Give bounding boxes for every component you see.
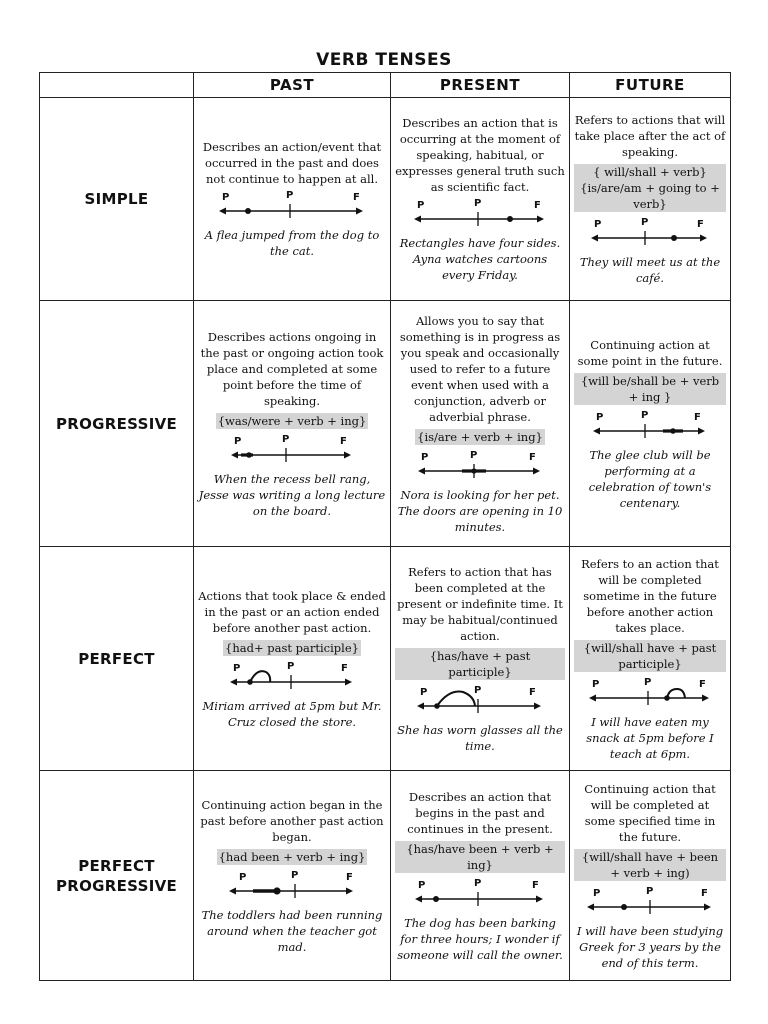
timeline-event-dot (247, 679, 253, 685)
timeline-left-arrow (414, 216, 421, 223)
tense-description: Actions that took place & ended in the past or an action ended before another past action. (198, 588, 386, 635)
cell-simple-future (570, 98, 731, 301)
timeline-left-arrow (587, 903, 594, 910)
timeline-diagram (591, 218, 709, 248)
table-row-simple (40, 98, 731, 301)
timeline-diagram (219, 191, 365, 221)
tense-description: Continuing action at some point in the future. (577, 337, 723, 368)
timeline-past-label: P (596, 411, 604, 423)
tense-example: Rectangles have four sides. Ayna watches cartoons every Friday. (399, 236, 561, 282)
timeline-right-arrow (345, 678, 352, 685)
tense-formula: {has/have + past participle} (395, 648, 565, 680)
table-row-progressive (40, 301, 731, 547)
row-label-perfect: PERFECT (40, 547, 194, 771)
timeline-right-arrow (344, 451, 351, 458)
timeline-past-label: P (233, 662, 241, 674)
timeline-present-label: P (474, 198, 482, 209)
cell-perfect-past (194, 547, 391, 771)
cell-perfect-present (391, 547, 570, 771)
timeline-right-arrow (700, 235, 707, 242)
timeline-left-arrow (231, 451, 238, 458)
column-header-future: FUTURE (570, 73, 731, 98)
timeline-future-label: F (529, 686, 536, 698)
timeline-left-arrow (417, 702, 424, 709)
timeline-right-arrow (698, 427, 705, 434)
timeline-present-label: P (474, 877, 482, 889)
timeline-right-arrow (356, 208, 363, 215)
tense-description: Continuing action that will be completed at some specified time in the future. (584, 781, 716, 844)
cell-progressive-past (194, 301, 391, 547)
timeline-diagram (587, 887, 713, 917)
row-label-line: PROGRESSIVE (55, 876, 178, 895)
tense-example: The toddlers had been running around when the teacher got mad. (201, 907, 383, 954)
timeline-present-label: P (287, 660, 295, 672)
timeline-right-arrow (704, 903, 711, 910)
tense-description: Refers to an action that will be completed sometime in the future before another action takes place. (581, 556, 719, 635)
timeline-future-label: F (532, 879, 539, 891)
timeline-diagram (415, 879, 545, 909)
tense-formula: {had+ past participle} (225, 640, 359, 655)
cell-progressive-present (391, 301, 570, 547)
timeline-left-arrow (591, 235, 598, 242)
timeline-future-label: F (699, 678, 706, 690)
timeline-left-arrow (229, 887, 236, 894)
cell-progressive-future (570, 301, 731, 547)
timeline-event-dot (621, 904, 627, 910)
timeline-diagram (593, 411, 707, 441)
tense-example: I will have been studying Greek for 3 years by the end of this term. (576, 923, 724, 970)
cell-simple-present (391, 98, 570, 301)
tense-example: I will have eaten my snack at 5pm before I teach at 6pm. (586, 714, 714, 761)
tense-example: The glee club will be performing at a celebration of town's centenary. (588, 447, 712, 510)
timeline-past-label: P (421, 451, 429, 463)
timeline-past-label: P (417, 200, 425, 211)
header-row (40, 73, 731, 98)
timeline-future-label: F (697, 219, 704, 230)
tense-example: They will meet us at the café. (579, 255, 721, 285)
tense-description: Allows you to say that something is in progress as you speak and occasionally used to refer to a future event when used with a conjunction, adverb or adverbial phrase. (399, 313, 561, 424)
tense-description: Describes an action that begins in the past and continues in the present. (407, 789, 553, 836)
timeline-past-label: P (418, 879, 426, 891)
timeline-left-arrow (593, 427, 600, 434)
timeline-left-arrow (415, 895, 422, 902)
tense-formula: {will be/shall be + verb + ing } (574, 373, 726, 405)
timeline-present-label: P (282, 433, 290, 445)
timeline-right-arrow (702, 694, 709, 701)
tense-example: A flea jumped from the dog to the cat. (204, 228, 380, 258)
timeline-diagram (231, 435, 353, 465)
table-row-perfect-progressive (40, 771, 731, 981)
timeline-diagram (229, 871, 355, 901)
timeline-present-label: P (470, 449, 478, 461)
row-label-perfect-progressive (40, 771, 194, 981)
cell-perfect-progressive-present (391, 771, 570, 981)
timeline-right-arrow (533, 467, 540, 474)
timeline-future-label: F (701, 887, 708, 899)
timeline-future-label: F (340, 435, 347, 447)
timeline-future-label: F (353, 192, 360, 203)
column-header-present: PRESENT (391, 73, 570, 98)
timeline-left-arrow (230, 678, 237, 685)
timeline-present-label: P (291, 869, 299, 881)
timeline-event-dot (434, 703, 440, 709)
timeline-past-label: P (222, 192, 230, 203)
tense-formula: {has/have been + verb + ing} (395, 841, 565, 873)
timeline-left-arrow (418, 467, 425, 474)
timeline-right-arrow (537, 216, 544, 223)
timeline-left-arrow (589, 694, 596, 701)
timeline-present-label: P (646, 885, 654, 897)
timeline-future-label: F (341, 662, 348, 674)
tense-example: When the recess bell rang, Jesse was writing a long lecture on the board. (198, 471, 386, 518)
timeline-future-label: F (534, 200, 541, 211)
tense-example: She has worn glasses all the time. (397, 722, 563, 753)
row-label-simple: SIMPLE (40, 98, 194, 301)
cell-perfect-future (570, 547, 731, 771)
tense-description: Describes an action that is occurring at the moment of speaking, habitual, or expresses general truth such as scientific fact. (395, 116, 565, 194)
timeline-present-label: P (644, 676, 652, 688)
timeline-past-label: P (592, 678, 600, 690)
timeline-diagram (417, 686, 543, 716)
column-header-past: PAST (194, 73, 391, 98)
tense-formula: {will/shall have + been + verb + ing) (574, 849, 726, 881)
timeline-right-arrow (346, 887, 353, 894)
timeline-event-dot (670, 428, 676, 434)
timeline-event-dot (507, 216, 513, 222)
timeline-future-label: F (529, 451, 536, 463)
timeline-event-dot (273, 887, 280, 894)
tense-formula: { will/shall + verb} {is/are/am + going to + verb} (574, 164, 726, 212)
tense-description: Describes actions ongoing in the past or ongoing action took place and completed at some point before the time of speaking. (200, 329, 384, 408)
timeline-event-dot (671, 235, 677, 241)
timeline-event-dot (433, 896, 439, 902)
tense-formula: {is/are + verb + ing} (417, 429, 543, 444)
timeline-present-label: P (641, 217, 649, 228)
tense-example: Miriam arrived at 5pm but Mr. Cruz closed the store. (202, 698, 382, 729)
timeline-completion-arc (437, 691, 475, 705)
verb-tenses-table (39, 72, 731, 981)
timeline-diagram (418, 451, 542, 481)
timeline-completion-arc (667, 689, 685, 698)
tense-formula: {was/were + verb + ing} (217, 413, 367, 428)
timeline-event-dot (471, 468, 476, 473)
timeline-past-label: P (593, 887, 601, 899)
tense-example: The dog has been barking for three hours; I wonder if someone will call the owner. (397, 915, 563, 962)
cell-simple-past (194, 98, 391, 301)
timeline-present-label: P (286, 190, 294, 201)
timeline-event-dot (246, 452, 252, 458)
timeline-event-dot (664, 695, 670, 701)
cell-perfect-progressive-future (570, 771, 731, 981)
row-label-line: PERFECT (78, 856, 155, 875)
tense-description: Describes an action/event that occurred in the past and does not continue to happen at all. (202, 140, 382, 186)
timeline-left-arrow (219, 208, 226, 215)
table-row-perfect (40, 547, 731, 771)
timeline-completion-arc (250, 671, 270, 682)
row-label-progressive: PROGRESSIVE (40, 301, 194, 547)
timeline-future-label: F (346, 871, 353, 883)
timeline-right-arrow (536, 895, 543, 902)
tense-description: Refers to actions that will take place after the act of speaking. (574, 113, 726, 159)
tense-description: Continuing action began in the past before another past action began. (200, 797, 384, 844)
tense-formula: {had been + verb + ing} (218, 849, 366, 864)
timeline-diagram (589, 678, 711, 708)
header-blank-cell (40, 73, 194, 98)
page-title: VERB TENSES (316, 50, 452, 70)
cell-perfect-progressive-past (194, 771, 391, 981)
timeline-diagram (230, 662, 354, 692)
tense-example: Nora is looking for her pet. The doors are opening in 10 minutes. (397, 487, 563, 534)
tense-description: Refers to action that has been completed at the present or indefinite time. It may be habitual/continued action. (397, 564, 563, 643)
timeline-past-label: P (234, 435, 242, 447)
timeline-diagram (414, 199, 546, 229)
timeline-right-arrow (534, 702, 541, 709)
timeline-past-label: P (594, 219, 602, 230)
timeline-event-dot (245, 208, 251, 214)
tense-formula: {will/shall have + past participle} (574, 640, 726, 672)
timeline-past-label: P (420, 686, 428, 698)
timeline-present-label: P (474, 684, 482, 696)
timeline-present-label: P (641, 409, 649, 421)
timeline-future-label: F (694, 411, 701, 423)
timeline-past-label: P (239, 871, 247, 883)
